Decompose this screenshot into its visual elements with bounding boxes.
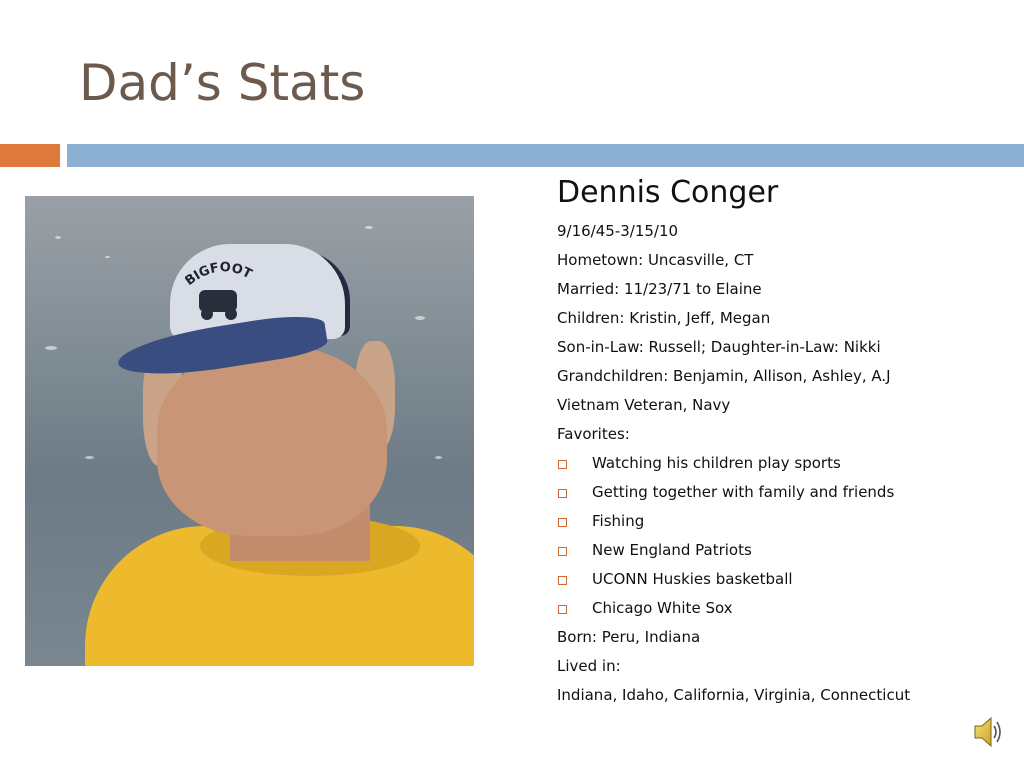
cap-logo <box>185 256 255 326</box>
svg-text:BIGFOOT <box>185 260 254 289</box>
lived-in-list: Indiana, Idaho, California, Virginia, Connecticut <box>557 686 911 704</box>
favorite-item <box>557 565 997 594</box>
profile-dates: 9/16/45-3/15/10 <box>557 222 679 240</box>
favorite-item <box>557 536 997 565</box>
square-bullet-icon <box>558 547 567 556</box>
favorite-text: Fishing <box>592 512 645 530</box>
accent-bar-orange <box>0 144 60 167</box>
profile-grandchildren: Grandchildren: Benjamin, Allison, Ashley, A.J <box>557 367 891 385</box>
profile-details <box>557 172 997 710</box>
cap-text: IGFOOT <box>191 260 255 284</box>
profile-married: Married: 11/23/71 to Elaine <box>557 280 762 298</box>
profile-service: Vietnam Veteran, Navy <box>557 396 731 414</box>
slide-title: Dad’s Stats <box>79 54 366 112</box>
square-bullet-icon <box>558 460 567 469</box>
profile-children: Children: Kristin, Jeff, Megan <box>557 309 771 327</box>
square-bullet-icon <box>558 576 567 585</box>
square-bullet-icon <box>558 518 567 527</box>
portrait-photo <box>25 196 474 666</box>
favorite-item <box>557 507 997 536</box>
profile-hometown: Hometown: Uncasville, CT <box>557 251 754 269</box>
favorite-text: Chicago White Sox <box>592 599 733 617</box>
favorite-text: Watching his children play sports <box>592 454 841 472</box>
accent-bar-blue <box>67 144 1024 167</box>
profile-name: Dennis Conger <box>557 175 779 210</box>
face <box>157 346 387 536</box>
favorites-label: Favorites: <box>557 425 630 443</box>
profile-in-laws: Son-in-Law: Russell; Daughter-in-Law: Nikki <box>557 338 881 356</box>
favorite-item <box>557 594 997 623</box>
speaker-icon[interactable] <box>973 714 1005 750</box>
favorite-item <box>557 478 997 507</box>
lived-in-label: Lived in: <box>557 657 621 675</box>
favorite-text: New England Patriots <box>592 541 752 559</box>
square-bullet-icon <box>558 489 567 498</box>
square-bullet-icon <box>558 605 567 614</box>
favorite-text: UCONN Huskies basketball <box>592 570 793 588</box>
profile-born: Born: Peru, Indiana <box>557 628 701 646</box>
favorite-item <box>557 449 997 478</box>
favorite-text: Getting together with family and friends <box>592 483 895 501</box>
